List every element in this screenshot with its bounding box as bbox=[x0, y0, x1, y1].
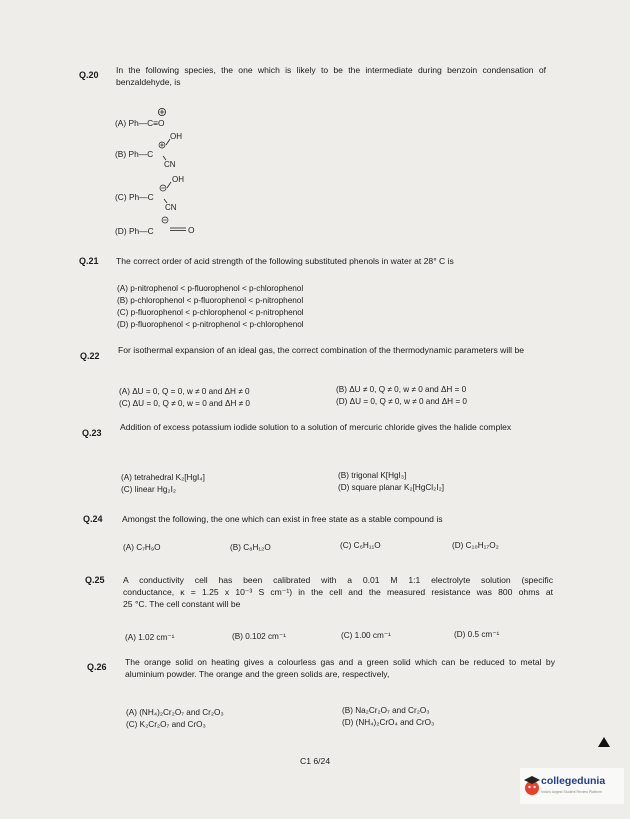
option-label: (D) bbox=[342, 718, 354, 727]
q25-text bbox=[123, 574, 553, 611]
q20-c-cn: CN bbox=[165, 203, 177, 212]
option-text: C₇H₉O bbox=[136, 543, 161, 552]
q21-option-b bbox=[117, 295, 303, 307]
option-text: p-chlorophenol < p-fluorophenol < p-nitrophenol bbox=[130, 296, 304, 305]
q26-option-d bbox=[342, 717, 434, 729]
q20-option-b-formula: (B) Ph—C bbox=[115, 149, 154, 159]
option-text: C₈H₁₂O bbox=[243, 543, 271, 552]
option-label: (D) bbox=[338, 483, 350, 492]
q25-option-d bbox=[454, 629, 499, 641]
q22-option-d bbox=[336, 396, 467, 408]
q23-option-c bbox=[121, 484, 176, 496]
option-text: (NH₄)₂Cr₂O₇ and Cr₂O₃ bbox=[139, 708, 224, 717]
option-label: (B) bbox=[342, 706, 353, 715]
q20-c-oh: OH bbox=[172, 175, 184, 184]
graduate-mascot-icon bbox=[523, 775, 541, 797]
option-label: (C) bbox=[126, 720, 138, 729]
option-text: ΔU = 0, Q ≠ 0, w = 0 and ΔH ≠ 0 bbox=[132, 399, 250, 408]
q21-option-a bbox=[117, 283, 303, 295]
option-text: Na₂Cr₂O₇ and Cr₂O₃ bbox=[355, 706, 430, 715]
collegedunia-logo bbox=[520, 768, 624, 804]
option-label: (B) bbox=[336, 385, 347, 394]
option-label: (D) bbox=[452, 541, 464, 550]
option-text: K₂Cr₂O₇ and CrO₃ bbox=[139, 720, 206, 729]
q20-option-c bbox=[115, 192, 154, 202]
page-number: C1 6/24 bbox=[300, 756, 331, 766]
q24-option-a bbox=[123, 542, 160, 554]
q25-option-a bbox=[125, 632, 174, 644]
option-text: p-nitrophenol < p-fluorophenol < p-chlorophenol bbox=[130, 284, 304, 293]
q24-text: Amongst the following, the one which can exist in free state as a stable compound is bbox=[122, 514, 443, 524]
option-text: p-fluorophenol < p-chlorophenol < p-nitrophenol bbox=[130, 308, 304, 317]
q22-text: For isothermal expansion of an ideal gas, the correct combination of the thermodynamic parameters will be bbox=[118, 345, 525, 355]
q23-text: Addition of excess potassium iodide solution to a solution of mercuric chloride gives the halide complex bbox=[120, 422, 512, 432]
q25-option-c bbox=[341, 630, 391, 642]
q25-text-line1: A conductivity cell has been calibrated with a 0.01 M 1:1 electrolyte solution (specific bbox=[123, 575, 553, 585]
option-label: (D) bbox=[336, 397, 348, 406]
q20-option-a-formula: (A) Ph—C≡O bbox=[115, 118, 165, 128]
q25-text-line3: 25 °C. The cell constant will be bbox=[123, 599, 241, 610]
q23-option-b bbox=[338, 470, 406, 482]
q26-option-a bbox=[126, 707, 224, 719]
option-label: (C) bbox=[117, 308, 129, 317]
q20-b-bonds bbox=[156, 136, 186, 168]
q21-option-d bbox=[117, 319, 304, 331]
q25-option-b bbox=[232, 631, 286, 643]
q23-option-d bbox=[338, 482, 444, 494]
option-label: (A) bbox=[126, 708, 137, 717]
option-text: ΔU ≠ 0, Q ≠ 0, w ≠ 0 and ΔH = 0 bbox=[349, 385, 467, 394]
q24-option-c bbox=[340, 540, 381, 552]
option-text: 1.00 cm⁻¹ bbox=[354, 631, 391, 640]
q22-option-a bbox=[119, 386, 250, 398]
option-text: ΔU = 0, Q = 0, w ≠ 0 and ΔH ≠ 0 bbox=[132, 387, 250, 396]
option-label: (A) bbox=[119, 387, 130, 396]
q21-text: The correct order of acid strength of the following substituted phenols in water at 28° C is bbox=[116, 256, 454, 266]
logo-tagline: India's largest Student Review Platform bbox=[541, 790, 602, 794]
q24-option-b bbox=[230, 542, 271, 554]
q26-option-c bbox=[126, 719, 206, 731]
option-text: 0.102 cm⁻¹ bbox=[245, 632, 286, 641]
option-label: (D) bbox=[117, 320, 129, 329]
option-text: tetrahedral K₂[HgI₄] bbox=[134, 473, 205, 482]
option-label: (C) bbox=[121, 485, 133, 494]
q25-text-line2: conductance, κ = 1.25 x 10⁻³ S cm⁻¹) in the cell and the measured resistance was 800 ohms at bbox=[123, 587, 553, 598]
q26-text: The orange solid on heating gives a colourless gas and a green solid which can be reduced to metal by aluminium powder. The orange and the green solids are, respectively, bbox=[125, 657, 555, 680]
option-text: C₁₀H₁₇O₂ bbox=[465, 541, 499, 550]
option-label: (C) bbox=[340, 541, 352, 550]
q21-option-c bbox=[117, 307, 304, 319]
option-text: p-fluorophenol < p-nitrophenol < p-chlorophenol bbox=[130, 320, 304, 329]
option-label: (A) bbox=[125, 633, 136, 642]
q26-number: Q.26 bbox=[87, 662, 107, 672]
q20-option-b bbox=[115, 149, 153, 159]
q22-option-b bbox=[336, 384, 466, 396]
q20-option-d bbox=[115, 226, 154, 236]
option-label: (C) bbox=[341, 631, 353, 640]
option-label: (A) bbox=[121, 473, 132, 482]
q23-number: Q.23 bbox=[82, 428, 102, 438]
q20-option-c-formula: (C) Ph—C bbox=[115, 192, 154, 202]
q20-c-bonds bbox=[157, 179, 187, 211]
triangle-marker-icon bbox=[598, 737, 610, 747]
option-text: 1.02 cm⁻¹ bbox=[138, 633, 175, 642]
option-label: (B) bbox=[230, 543, 241, 552]
option-label: (B) bbox=[338, 471, 349, 480]
q20-b-oh: OH bbox=[170, 132, 182, 141]
q23-option-a bbox=[121, 472, 205, 484]
option-label: (D) bbox=[454, 630, 466, 639]
option-label: (B) bbox=[232, 632, 243, 641]
logo-text: collegedunia bbox=[541, 775, 606, 787]
option-label: (B) bbox=[117, 296, 128, 305]
q20-text: In the following species, the one which is likely to be the intermediate during benzoin condensation of benzaldehyde, is bbox=[116, 65, 546, 88]
positive-charge-icon bbox=[156, 106, 176, 120]
option-label: (C) bbox=[119, 399, 131, 408]
option-label: (A) bbox=[123, 543, 134, 552]
q20-d-o: O bbox=[188, 225, 195, 235]
q24-number: Q.24 bbox=[83, 514, 103, 524]
q22-option-c bbox=[119, 398, 250, 410]
option-text: 0.5 cm⁻¹ bbox=[467, 630, 500, 639]
q22-number: Q.22 bbox=[80, 351, 100, 361]
option-text: ΔU = 0, Q ≠ 0, w ≠ 0 and ΔH = 0 bbox=[349, 397, 467, 406]
option-text: trigonal K[HgI₃] bbox=[351, 471, 407, 480]
q24-option-d bbox=[452, 540, 499, 552]
option-text: square planar K₂[HgCl₂I₂] bbox=[351, 483, 445, 492]
q25-number: Q.25 bbox=[85, 575, 105, 585]
option-text: linear Hg₂I₂ bbox=[134, 485, 177, 494]
q20-b-cn: CN bbox=[164, 160, 176, 169]
option-label: (A) bbox=[117, 284, 128, 293]
q21-number: Q.21 bbox=[79, 256, 99, 266]
q20-option-d-formula: (D) Ph—C bbox=[115, 226, 154, 236]
q26-option-b bbox=[342, 705, 430, 717]
q20-number: Q.20 bbox=[79, 70, 99, 80]
option-text: C₆H₁₁O bbox=[353, 541, 381, 550]
option-text: (NH₄)₂CrO₄ and CrO₃ bbox=[355, 718, 435, 727]
